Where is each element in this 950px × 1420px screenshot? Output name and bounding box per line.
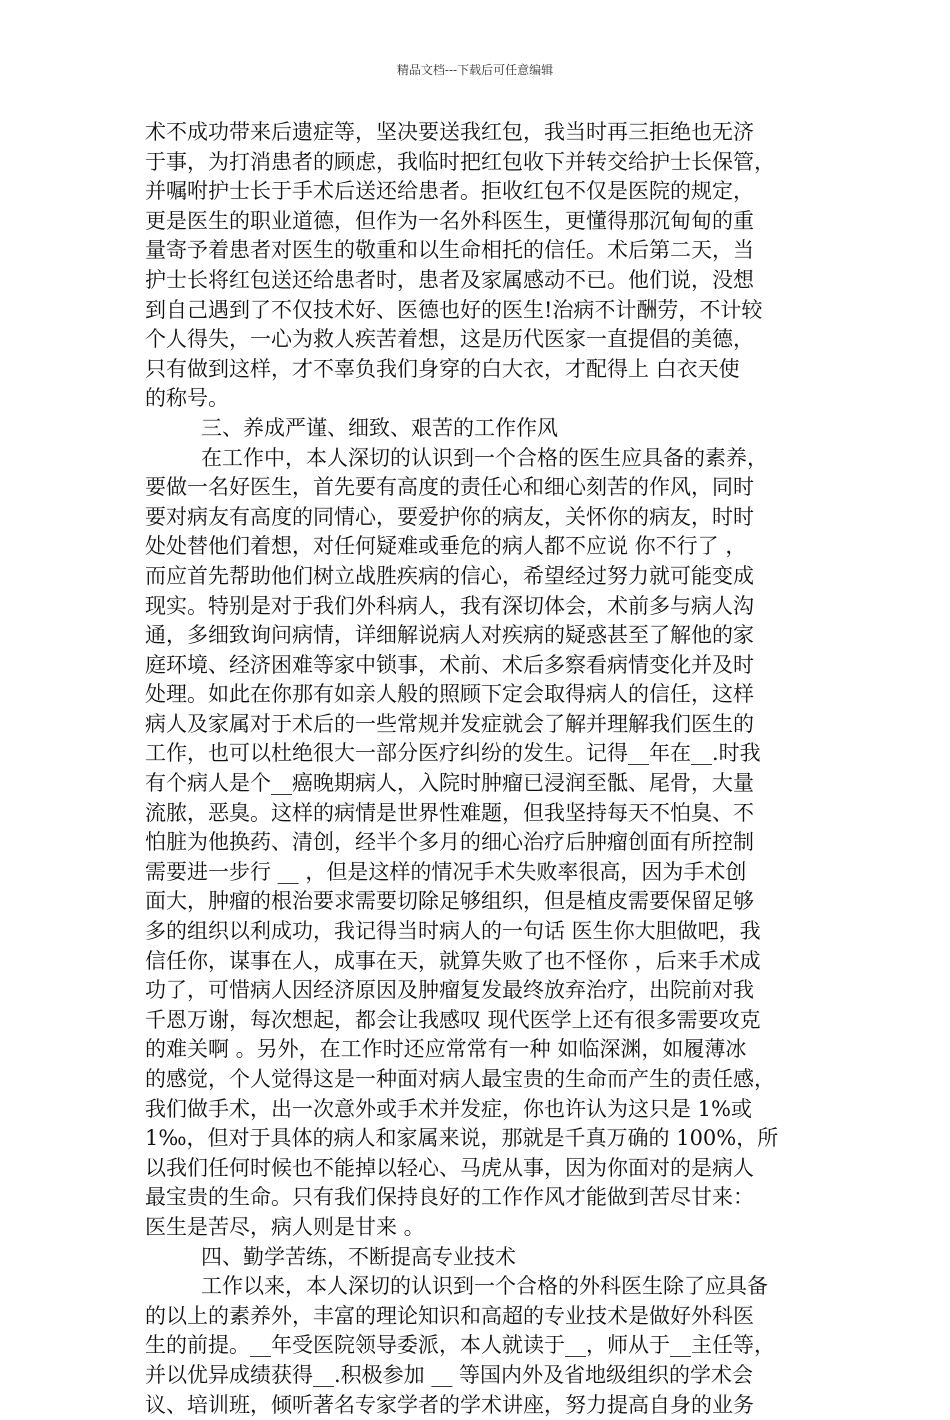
text-line: 的以上的素养外，丰富的理论知识和高超的专业技术是做好外科医 (145, 1303, 754, 1328)
text-line: 通，多细致询问病情，详细解说病人对疾病的疑惑甚至了解他的家 (145, 623, 754, 648)
text-line: 信任你，谋事在人，成事在天，就算失败了也不怪你 ，后来手术成 (145, 948, 761, 973)
text-line: 要对病友有高度的同情心，要爱护你的病友，关怀你的病友，时时 (145, 504, 754, 529)
text-line: 议、培训班，倾听著名专家学者的学术讲座，努力提高自身的业务 (145, 1392, 754, 1417)
text-line: 处理。如此在你那有如亲人般的照顾下定会取得病人的信任，这样 (145, 682, 754, 707)
text-line: 于事，为打消患者的顾虑，我临时把红包收下并转交给护士长保管， (145, 149, 775, 174)
text-line: 千恩万谢，每次想起，都会让我感叹 现代医学上还有很多需要攻克 (145, 1007, 761, 1032)
text-line: 要做一名好医生，首先要有高度的责任心和细心刻苦的作风，同时 (145, 475, 754, 500)
text-line: 工作，也可以杜绝很大一部分医疗纠纷的发生。记得__年在__.时我 (145, 741, 761, 766)
document-body (145, 118, 807, 1420)
text-line: 四、勤学苦练，不断提高专业技术 (201, 1244, 516, 1269)
text-line: 庭环境、经济困难等家中锁事，术前、术后多察看病情变化并及时 (145, 652, 754, 677)
text-line: 并以优异成绩获得__.积极参加 __ 等国内外及省地级组织的学术会 (145, 1362, 754, 1387)
text-line: 病人及家属对于术后的一些常规并发症就会了解并理解我们医生的 (145, 711, 754, 736)
text-line: 多的组织以利成功，我记得当时病人的一句话 医生你大胆做吧，我 (145, 919, 761, 944)
text-line: 并嘱咐护士长于手术后送还给患者。拒收红包不仅是医院的规定， (145, 179, 754, 204)
text-line: 量寄予着患者对医生的敬重和以生命相托的信任。术后第二天，当 (145, 238, 754, 263)
text-line: 面大，肿瘤的根治要求需要切除足够组织，但是植皮需要保留足够 (145, 889, 754, 914)
text-line: 最宝贵的生命。只有我们保持良好的工作作风才能做到苦尽甘来： (145, 1185, 754, 1210)
text-line: 流脓，恶臭。这样的病情是世界性难题，但我坚持每天不怕臭、不 (145, 800, 754, 825)
text-line: 处处替他们着想，对任何疑难或垂危的病人都不应说 你不行了 ， (145, 534, 747, 559)
text-line: 医生是苦尽，病人则是甘来 。 (145, 1214, 425, 1239)
text-line: 只有做到这样，才不辜负我们身穿的白大衣，才配得上 白衣天使 (145, 356, 740, 381)
text-line: 的称号。 (145, 386, 229, 411)
text-line: 三、养成严谨、细致、艰苦的工作作风 (201, 415, 558, 440)
text-line: 更是医生的职业道德，但作为一名外科医生，更懂得那沉甸甸的重 (145, 208, 754, 233)
text-line: 的感觉，个人觉得这是一种面对病人最宝贵的生命而产生的责任感， (145, 1067, 775, 1091)
text-line: 在工作中，本人深切的认识到一个合格的医生应具备的素养， (201, 445, 768, 470)
text-line: 生的前提。__年受医院领导委派，本人就读于__，师从于__主任等， (145, 1333, 775, 1358)
text-line: 而应首先帮助他们树立战胜疾病的信心，希望经过努力就可能变成 (145, 563, 754, 588)
text-line: 个人得失，一心为救人疾苦着想，这是历代医家一直提倡的美德， (145, 327, 754, 352)
text-line: 的难关啊 。另外，在工作时还应常常有一种 如临深渊，如履薄冰 (145, 1037, 747, 1062)
page-header: 精品文档---下载后可任意编辑 (396, 63, 554, 77)
text-line: 怕脏为他换药、清创，经半个多月的细心治疗后肿瘤创面有所控制 (145, 830, 754, 855)
text-line: 以我们任何时候也不能掉以轻心、马虎从事，因为你面对的是病人 (145, 1155, 754, 1180)
text-line: 到自己遇到了不仅技术好、医德也好的医生!治病不计酬劳，不计较 (145, 297, 763, 322)
text-line: 术不成功带来后遗症等，坚决要送我红包，我当时再三拒绝也无济 (145, 120, 754, 144)
text-line: 有个病人是个__癌晚期病人，入院时肿瘤已浸润至骶、尾骨，大量 (145, 771, 754, 796)
text-line: 工作以来，本人深切的认识到一个合格的外科医生除了应具备 (201, 1274, 768, 1299)
text-line: 护士长将红包送还给患者时，患者及家属感动不已。他们说，没想 (145, 267, 754, 292)
text-line: 现实。特别是对于我们外科病人，我有深切体会，术前多与病人沟 (145, 593, 754, 618)
text-line: 功了，可惜病人因经济原因及肿瘤复发最终放弃治疗，出院前对我 (145, 978, 754, 1003)
text-line: 需要进一步行 __ ，但是这样的情况手术失败率很高，因为手术创 (145, 859, 747, 884)
text-line: 我们做手术，出一次意外或手术并发症，你也许认为这只是 1%或 (145, 1096, 752, 1121)
text-line: 1‰，但对于具体的病人和家属来说，那就是千真万确的 100%，所 (145, 1126, 779, 1151)
